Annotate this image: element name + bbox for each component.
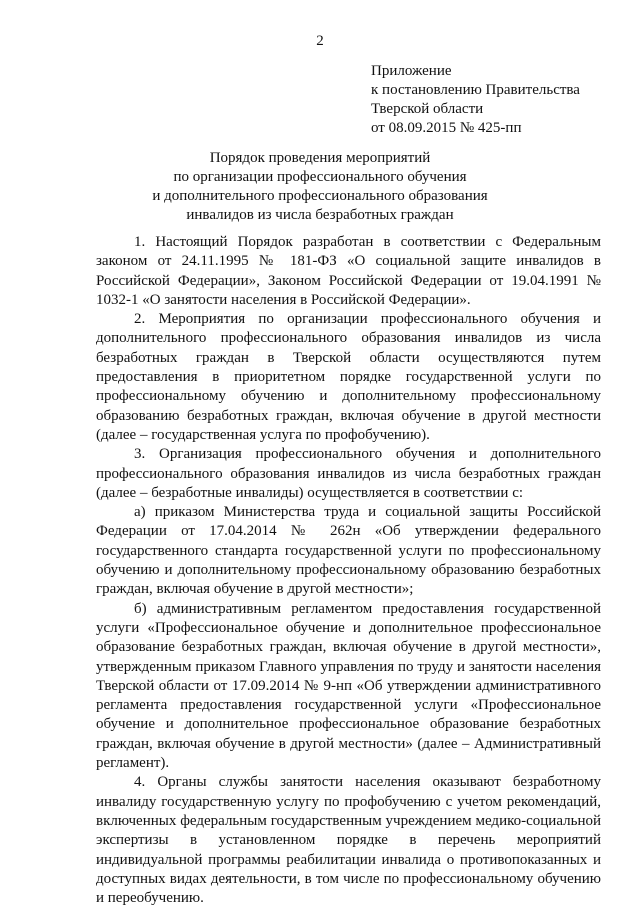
appendix-label: Приложение	[371, 63, 452, 79]
paragraph-1: 1. Настоящий Порядок разработан в соответствии с Федеральным законом от 24.11.1995 № 181-ФЗ «О социальной защите инвалидов в Российской Федерации», Законом Российской Федерации от 19.04.1991 № 1032-1 «О занятости населения в Российской Федерации».	[96, 234, 601, 308]
title-line-3: и дополнительного профессионального образования	[152, 188, 488, 204]
document-title	[0, 149, 640, 225]
title-line-4: инвалидов из числа безработных граждан	[186, 207, 454, 223]
paragraph-4: 4. Органы службы занятости населения оказывают безработному инвалиду государственную услугу по профобучению с учетом рекомендаций, включенных федеральным государственным учреждением медико-социальной экспертизы в установленном порядке в перечень мероприятий индивидуальной программы реабилитации инвалида о противопоказанных и доступных видах деятельности, в том числе по профессиональному обучению и переобучению.	[96, 774, 601, 907]
appendix-region-line: Тверской области	[371, 101, 484, 117]
paragraph-3a: а) приказом Министерства труда и социальной защиты Российской Федерации от 17.04.2014 № 262н «Об утверждении федерального государственного стандарта государственной услуги по профессиональному обучению и дополнительному профессиональному образованию безработных граждан, включая обучение в другой местности»;	[96, 504, 601, 598]
paragraph-2: 2. Мероприятия по организации профессионального обучения и дополнительного профессионального образования инвалидов из числа безработных граждан в Тверской области осуществляются путем предоставления в приоритетном порядке государственной услуги по профессиональному обучению и дополнительному профессиональному образованию безработных граждан, включая обучение в другой местности (далее – государственная услуга по профобучению).	[96, 311, 601, 443]
paragraph-3b: б) административным регламентом предоставления государственной услуги «Профессиональное обучение и дополнительное профессиональное образование безработных граждан, включая обучение в другой местности», утвержденным приказом Главного управления по труду и занятости населения Тверской области от 17.09.2014 № 9-нп «Об утверждении административного регламента предоставления государственной услуги «Профессиональное обучение и дополнительное профессиональное образование безработных граждан, включая обучение в другой местности» (далее – Административный регламент).	[96, 600, 601, 772]
document-body	[96, 233, 601, 908]
page-number: 2	[316, 33, 324, 49]
appendix-header	[371, 62, 580, 138]
appendix-resolution-line: к постановлению Правительства	[371, 82, 580, 98]
paragraph-3: 3. Организация профессионального обучения и дополнительного профессионального образования инвалидов из числа безработных граждан (далее – безработные инвалиды) осуществляется в соответствии с:	[96, 446, 601, 501]
title-line-1: Порядок проведения мероприятий	[209, 150, 431, 166]
appendix-date-number-line: от 08.09.2015 № 425-пп	[371, 120, 522, 136]
title-line-2: по организации профессионального обучения	[173, 169, 467, 185]
